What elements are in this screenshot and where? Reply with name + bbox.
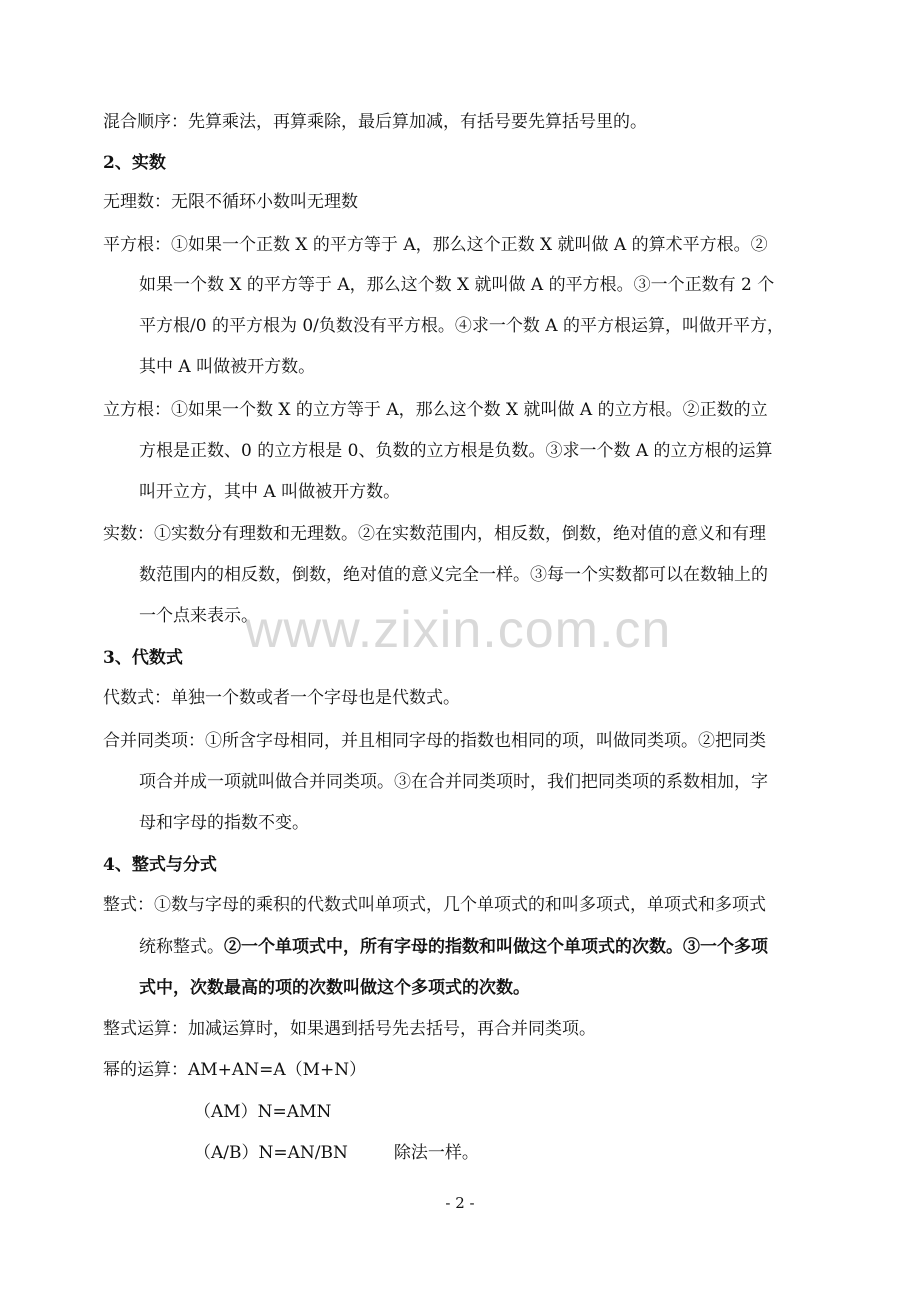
heading-polynomial: 4、整式与分式 [103, 855, 217, 875]
power-rule-3-note: 除法一样。 [393, 1143, 479, 1163]
real-number-line-1: 实数：①实数分有理数和无理数。②在实数范围内，相反数，倒数，绝对值的意义和有理 [103, 524, 766, 544]
polynomial-line-1: 整式：①数与字母的乘积的代数式叫单项式，几个单项式的和叫多项式，单项式和多项式 [103, 895, 766, 915]
real-number-line-3: 一个点来表示。 [139, 606, 258, 626]
square-root-line-3: 平方根/0 的平方根为 0/负数没有平方根。④求一个数 A 的平方根运算，叫做开平方， [139, 316, 784, 336]
polynomial-operations: 整式运算：加减运算时，如果遇到括号先去括号，再合并同类项。 [103, 1019, 596, 1039]
power-rule-3 [194, 1141, 479, 1165]
square-root-line-4: 其中 A 叫做被开方数。 [139, 357, 316, 377]
power-rule-2: （AM）N=AMN [194, 1102, 332, 1122]
power-rule-1: 幂的运算：AM+AN=A（M+N） [103, 1060, 367, 1080]
cube-root-line-2: 方根是正数、0 的立方根是 0、负数的立方根是负数。③求一个数 A 的立方根的运算 [139, 441, 773, 461]
irrational-def: 无理数：无限不循环小数叫无理数 [103, 192, 358, 212]
square-root-line-2: 如果一个数 X 的平方等于 A，那么这个数 X 就叫做 A 的平方根。③一个正数有 2 个 [139, 275, 775, 295]
polynomial-line-2-bold: ②一个单项式中，所有字母的指数和叫做这个单项式的次数。③一个多项 [224, 937, 768, 957]
algebraic-def: 代数式：单独一个数或者一个字母也是代数式。 [103, 688, 460, 708]
heading-real-numbers: 2、实数 [103, 153, 166, 173]
polynomial-line-2-plain: 统称整式。 [139, 937, 224, 957]
polynomial-line-3: 式中，次数最高的项的次数叫做这个多项式的次数。 [139, 978, 530, 998]
like-terms-line-2: 项合并成一项就叫做合并同类项。③在合并同类项时，我们把同类项的系数相加，字 [139, 772, 768, 792]
cube-root-line-3: 叫开立方，其中 A 叫做被开方数。 [139, 482, 401, 502]
real-number-line-2: 数范围内的相反数，倒数，绝对值的意义完全一样。③每一个实数都可以在数轴上的 [139, 565, 768, 585]
mix-order-text: 混合顺序：先算乘法，再算乘除，最后算加减，有括号要先算括号里的。 [103, 112, 647, 132]
square-root-line-1: 平方根：①如果一个正数 X 的平方等于 A，那么这个正数 X 就叫做 A 的算术平方根。② [103, 235, 768, 255]
polynomial-line-2 [139, 935, 768, 959]
like-terms-line-1: 合并同类项：①所含字母相同，并且相同字母的指数也相同的项，叫做同类项。②把同类 [103, 731, 766, 751]
like-terms-line-3: 母和字母的指数不变。 [139, 813, 309, 833]
power-rule-3-formula: （A/B）N=AN/BN [194, 1143, 348, 1163]
heading-algebraic: 3、代数式 [103, 648, 183, 668]
page-number: - 2 - [445, 1194, 475, 1212]
cube-root-line-1: 立方根：①如果一个数 X 的立方等于 A，那么这个数 X 就叫做 A 的立方根。②正数的立 [103, 400, 768, 420]
watermark: www.zixin.com.cn [245, 601, 672, 659]
